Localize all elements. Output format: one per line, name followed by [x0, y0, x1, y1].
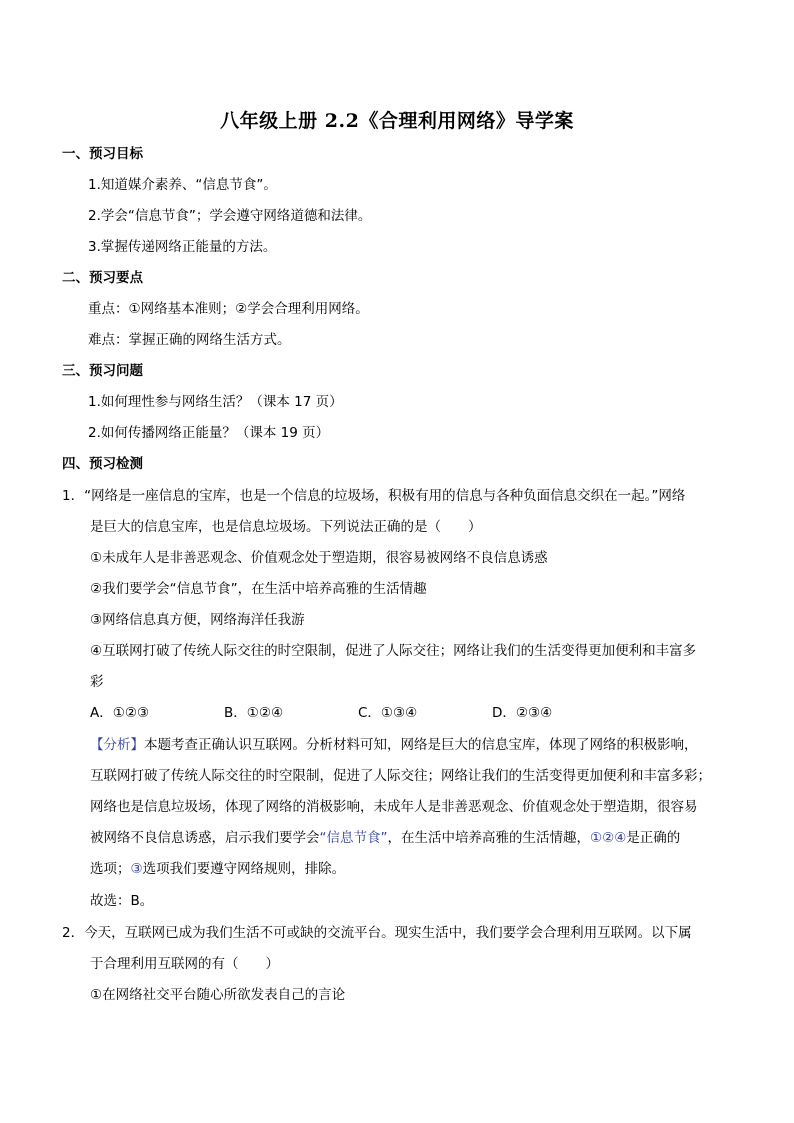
analysis-text-4a: 被网络不良信息诱惑，启示我们要学会 [90, 830, 320, 846]
q1-statement-2: ②我们要学会“信息节食”，在生活中培养高雅的生活情趣 [90, 581, 427, 597]
question-item-2: 2.如何传播网络正能量？（课本 19 页） [88, 425, 330, 441]
q1-analysis-line-4 [90, 828, 680, 848]
goal-item-1: 1.知道媒介素养、“信息节食”。 [88, 177, 277, 193]
q1-statement-1: ①未成年人是非善恶观念、价值观念处于塑造期，很容易被网络不良信息诱惑 [90, 550, 548, 566]
section-heading-keypoints: 二、预习要点 [62, 270, 143, 286]
analysis-text-1: 本题考查正确认识互联网。分析材料可知，网络是巨大的信息宝库，体现了网络的积极影响， [144, 737, 698, 753]
analysis-highlight-correct: ①②④ [590, 830, 627, 846]
q1-option-b[interactable]: B．①②④ [224, 705, 284, 721]
section-heading-goals: 一、预习目标 [62, 146, 143, 162]
q1-stem-line-2: 是巨大的信息宝库，也是信息垃圾场。下列说法正确的是（ ） [90, 519, 482, 535]
section-heading-test: 四、预习检测 [62, 456, 143, 472]
section-heading-questions: 三、预习问题 [62, 363, 143, 379]
keypoint-item-2: 难点：掌握正确的网络生活方式。 [88, 332, 291, 348]
analysis-tag: 【分析】 [90, 737, 144, 753]
analysis-text-5c: 选项我们要遵守网络规则，排除。 [142, 861, 346, 877]
goal-item-3: 3.掌握传递网络正能量的方法。 [88, 239, 277, 255]
q1-analysis-line-5 [90, 859, 345, 879]
q1-statement-3: ③网络信息真方便，网络海洋任我游 [90, 612, 305, 628]
q2-stem-line-2: 于合理利用互联网的有（ ） [90, 956, 279, 972]
q1-option-c[interactable]: C．①③④ [358, 705, 418, 721]
analysis-text-5a: 选项； [90, 861, 131, 877]
q1-option-a[interactable]: A．①②③ [90, 705, 150, 721]
q2-statement-1: ①在网络社交平台随心所欲发表自己的言论 [90, 987, 346, 1003]
q1-statement-4: ④互联网打破了传统人际交往的时空限制，促进了人际交往；网络让我们的生活变得更加便利和丰富多 [90, 643, 697, 659]
analysis-highlight-wrong: ③ [130, 861, 143, 877]
document-title: 八年级上册 2.2《合理利用网络》导学案 [220, 110, 574, 132]
q1-analysis-line-2: 互联网打破了传统人际交往的时空限制，促进了人际交往；网络让我们的生活变得更加便利和丰富多彩； [90, 768, 711, 784]
analysis-text-4e: 是正确的 [626, 830, 681, 846]
q1-option-d[interactable]: D．②③④ [492, 705, 553, 721]
q1-statement-4-cont: 彩 [90, 674, 104, 690]
q1-options [90, 703, 552, 723]
analysis-text-4c: ，在生活中培养高雅的生活情趣， [387, 830, 590, 846]
question-item-1: 1.如何理性参与网络生活？（课本 17 页） [88, 394, 343, 410]
analysis-highlight-info-diet: “信息节食” [319, 830, 388, 846]
q1-analysis-line-1 [90, 735, 698, 755]
q1-answer: 故选：B。 [90, 893, 154, 909]
q1-stem-line-1: 1．“网络是一座信息的宝库，也是一个信息的垃圾场，积极有用的信息与各种负面信息交织在一起。”网络 [62, 488, 686, 504]
q1-analysis-line-3: 网络也是信息垃圾场，体现了网络的消极影响，未成年人是非善恶观念、价值观念处于塑造期，很容易 [90, 799, 698, 815]
keypoint-item-1: 重点：①网络基本准则；②学会合理利用网络。 [88, 301, 369, 317]
goal-item-2: 2.学会“信息节食”；学会遵守网络道德和法律。 [88, 208, 372, 224]
q2-stem-line-1: 2．今天，互联网已成为我们生活不可或缺的交流平台。现实生活中，我们要学会合理利用互联网。以下属 [62, 925, 692, 941]
